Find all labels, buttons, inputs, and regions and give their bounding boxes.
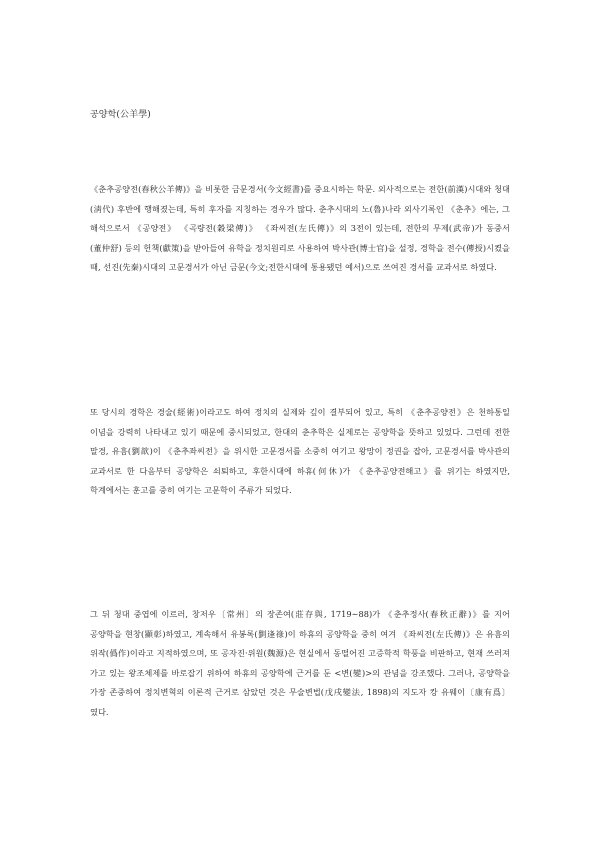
paragraph-1: 《춘추공양전(春秋公羊傳)》을 비롯한 금문경서(今文經書)를 중요시하는 학문. 외사적으로는 전한(前漢)시대와 청대(淸代) 후반에 행해졌는데, 특히 후자를 지칭하는 경우가 많다. 춘추시대의 노(魯)나라 외사기록인 《춘추》에는, 그 해석으로서 《공양전》 《곡량전(穀梁傳)》 《좌씨전(左氏傳)》의 3전이 있는데, 전한의 무제(武帝)가 동중서(董仲舒) 등의 헌책(獻策)을 받아들여 유학을 정치원리로 사용하여 박사관(博士官)을 설정, 경학을 전수(傳授)시켰을 때, 선진(先秦)시대의 고문경서가 아닌 금문(今文;전한시대에 통용됐던 예서)으로 쓰여진 경서를 교과서로 하였다. <box>90 184 510 273</box>
paragraph-3: 그 뒤 청대 중엽에 이르러, 창저우〔常州〕의 장존여(莊存與, 1719∼88)가 《춘추정사(春秋正辭)》를 지어 공양학을 현창(顯彰)하였고, 계속해서 유봉록(劉逢祿)이 하휴의 공양학을 중히 여겨 《좌씨전(左氏傳)》은 유흠의 위작(僞作)이라고 지적하였으며, 또 공자진·위원(魏源)은 현실에서 동떨어진 고증학적 학풍을 비판하고, 현재 쓰러져 가고 있는 왕조체제를 바로잡기 위하여 하휴의 공양학에 근거를 둔 <변(變)>의 관념을 강조했다. 그러나, 공양학을 가장 존중하여 정치변혁의 이론적 근거로 삼았던 것은 무술변법(戊戌變法, 1898)의 지도자 캉 유웨이〔康有爲〕였다. <box>90 609 510 717</box>
article-title: 공양학(公羊學) <box>90 110 151 120</box>
paragraph-2: 또 당시의 경학은 경술(經術)이라고도 하여 정치의 실제와 깊이 결부되어 있고, 특히 《춘추공양전》은 천하통일 이념을 강력히 나타내고 있기 때문에 중시되었고, 한대의 춘추학은 실제로는 공양학을 뜻하고 있었다. 그런데 전한 말경, 유흠(劉歆)이 《춘추좌씨전》을 위시한 고문경서를 소중히 여기고 왕망이 정권을 잡아, 고문경서를 박사관의 교과서로 한 다음부터 공양학은 쇠퇴하고, 후한시대에 하휴(何休)가 《춘추공양전해고》를 위기는 하였지만, 학계에서는 훈고를 중히 여기는 고문학이 주류가 되었다. <box>90 407 510 496</box>
